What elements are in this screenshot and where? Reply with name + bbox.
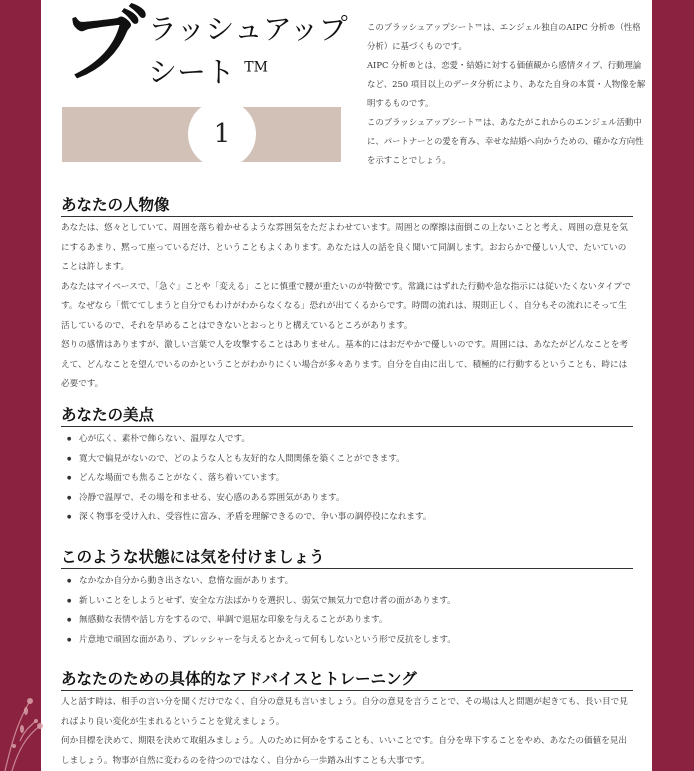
list-item: ● どんな場面でも焦ることがなく、落ち着いています。 — [67, 469, 633, 489]
floral-ornament-icon — [0, 621, 50, 771]
sheet-number-band — [62, 107, 341, 162]
list-item: ● 新しいことをしようとせず、安全な方法ばかりを選択し、弱気で無気力で怠け者の面があります。 — [67, 592, 633, 612]
section-persona — [61, 194, 633, 395]
intro-paragraph: このブラッシュアップシート™は、あなたがこれからのエンジェル活動中に、パートナーとの愛を育み、幸せな結婚へ向かうための、確かな方向性を示すことでしょう。 — [367, 117, 644, 165]
section-advice — [61, 668, 633, 771]
body-paragraph: 人と話す時は、相手の言い分を聞くだけでなく、自分の意見も言いましょう。自分の意見を言うことで、その場は人と問題が起きても、長い目で見ればより良い変化が生まれるということを覚えましょう。 — [61, 697, 628, 727]
title-line-2-text: シート — [148, 55, 236, 89]
intro-paragraph: AIPC 分析®とは、恋愛・結婚に対する価値観から感情タイプ、行動理論など、250 項目以上のデータ分析により、あなた自身の本質・人物像を解明するものです。 — [367, 60, 646, 108]
sheet-number: 1 — [188, 100, 256, 168]
title-line-2 — [148, 55, 268, 90]
section-cautions — [61, 546, 633, 650]
body-paragraph: あなたはマイペースで、「急ぐ」ことや「変える」ことに慎重で腰が重たいのが特徴です。常識にはずれた行動や急な指示には従いたくないタイプです。なぜなら「慌ててしまうと自分でもわけがわからなくなる」恐れが出てくるからです。時間の流れは、規則正しく、自分もその流れにそって生活しているので、それを早めることはできないとおっとりと構えているところがあります。 — [61, 281, 631, 331]
section-title: あなたの人物像 — [61, 194, 633, 217]
list-item: ● 寛大で偏見がないので、どのような人とも友好的な人間関係を築くことができます。 — [67, 450, 633, 470]
intro-text — [367, 18, 647, 170]
body-paragraph: 怒りの感情はありますが、激しい言葉で人を攻撃することはありません。基本的にはおだやかで優しいのです。周囲には、あなたがどんなことを考えて、どんなことを望んでいるのかということがわかりにくい場合が多々あります。自分を自由に出して、積極的に行動するということも、時には必要です。 — [61, 340, 629, 389]
intro-paragraph: このブラッシュアップシート™は、エンジェル独自のAIPC 分析®（性格分析）に基づくものです。 — [367, 22, 641, 51]
section-title: あなたのための具体的なアドバイスとトレーニング — [61, 668, 633, 691]
list-item: ● 冷静で温厚で、その場を和ませる、安心感のある雰囲気があります。 — [67, 489, 633, 509]
list-item: ● 心が広く、素朴で飾らない、温厚な人です。 — [67, 430, 633, 450]
list-item: ● なかなか自分から動き出さない、怠惰な面があります。 — [67, 572, 633, 592]
trademark-mark: TM — [244, 59, 268, 76]
title-large-char: ブ — [61, 0, 146, 93]
list-item: ● 片意地で頑固な面があり、プレッシャーを与えるとかえって何もしないという形で反抗をします。 — [67, 631, 633, 651]
body-paragraph: あなたは、悠々としていて、周囲を落ち着かせるような雰囲気をただよわせています。周囲との摩擦は面倒この上ないことと考え、周囲の意見を気にするあまり、黙って座っているだけ、ということもよくあります。あなたは人の話を良く聞いて同調します。おおらかで優しい人で、たいていのことは許します。 — [61, 223, 628, 272]
section-title: このような状態には気を付けましょう — [61, 546, 633, 569]
list-item: ● 深く物事を受け入れ、受容性に富み、矛盾を理解できるので、争い事の調停役になれます。 — [67, 508, 633, 528]
title-line-1: ラッシュアップ — [148, 12, 348, 46]
document-page — [41, 0, 652, 771]
section-title: あなたの美点 — [61, 404, 633, 427]
list-item: ● 無感動な表情や話し方をするので、単調で退屈な印象を与えることがあります。 — [67, 611, 633, 631]
section-strengths — [61, 404, 633, 528]
body-paragraph: 何か目標を決めて、期限を決めて取組みましょう。人のために何かをすることも、いいことです。自分を卑下することをやめ、あなたの価値を見出しましょう。物事が自然に変わるのを待つのではなく、自分から一歩踏み出すことも大事です。 — [61, 736, 627, 766]
